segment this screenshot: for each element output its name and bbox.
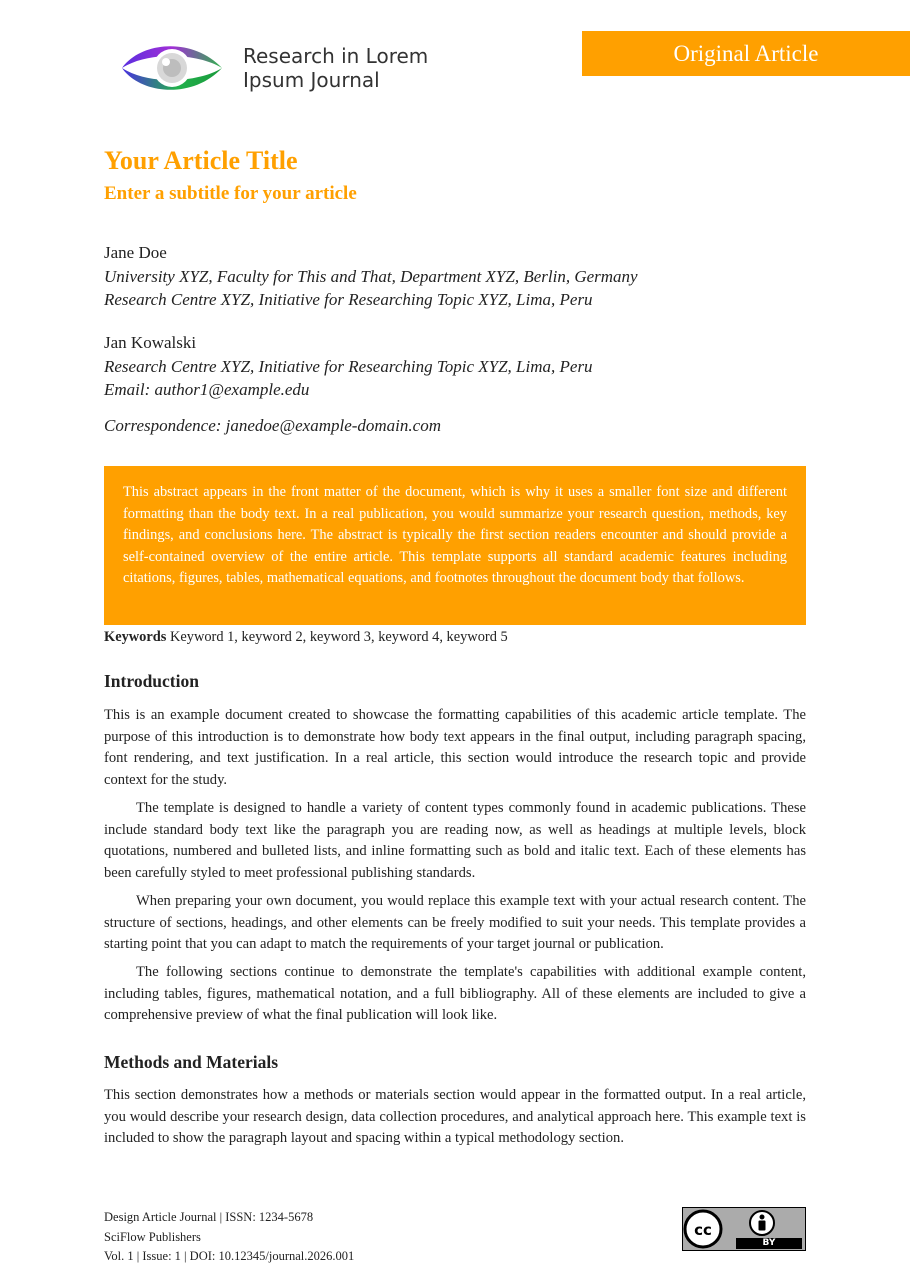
author-name: Jane Doe xyxy=(104,243,167,262)
page-footer xyxy=(104,1208,354,1267)
body-paragraph: When preparing your own document, you would replace this example text with your actual research content. The structure of sections, headings, and other elements can be freely modified to suit your needs. This template provides a starting point that you can adapt to match the requirements of your target journal or publication. xyxy=(104,893,806,953)
section-heading-introduction: Introduction xyxy=(104,671,199,691)
journal-name-line1: Research in Lorem xyxy=(243,44,429,68)
article-subtitle: Enter a subtitle for your article xyxy=(104,183,357,204)
section-heading-methods: Methods and Materials xyxy=(104,1052,279,1072)
article-title: Your Article Title xyxy=(104,146,298,175)
journal-name xyxy=(243,44,428,92)
footer-journal-issn: Design Article Journal | ISSN: 1234-5678 xyxy=(104,1210,314,1224)
svg-text:cc: cc xyxy=(694,1221,712,1239)
journal-logo xyxy=(120,36,450,102)
correspondence: Correspondence: janedoe@example-domain.com xyxy=(104,416,441,435)
author-affiliation: University XYZ, Faculty for This and That, Department XYZ, Berlin, Germany xyxy=(104,266,638,286)
author-block-2 xyxy=(104,331,806,402)
author-block-1 xyxy=(104,241,806,312)
journal-name-line2: Ipsum Journal xyxy=(243,68,380,92)
article-type-badge: Original Article xyxy=(582,31,910,76)
license-by-label: BY xyxy=(736,1238,802,1249)
keywords xyxy=(104,627,806,647)
body-paragraph: This is an example document created to showcase the formatting capabilities of this academic article template. The purpose of this introduction is to demonstrate how body text appears in the final output, including paragraph spacing, font rendering, and text justification. In a real article, this section would introduce the research topic and provide context for the study. xyxy=(104,707,806,788)
footer-publisher: SciFlow Publishers xyxy=(104,1229,201,1244)
body-paragraph: The following sections continue to demonstrate the template's capabilities with additional example content, including tables, figures, mathematical notation, and a full bibliography. All of these elements are included to give a comprehensive preview of what the final publication will look like. xyxy=(104,964,806,1024)
author-affiliation: Research Centre XYZ, Initiative for Researching Topic XYZ, Lima, Peru xyxy=(104,290,593,309)
keywords-label: Keywords xyxy=(104,629,167,645)
abstract-box: This abstract appears in the front matter of the document, which is why it uses a smaller font size and different formatting than the body text. In a real publication, you would summarize your research question, methods, key findings, and conclusions here. The abstract is typically the first section readers encounter and should provide a self-contained overview of the entire article. This template supports all standard academic features including citations, figures, tables, mathematical equations, and footnotes throughout the document body that follows. xyxy=(104,466,806,625)
author-email: Email: author1@example.edu xyxy=(104,380,310,399)
footer-volume-doi: Vol. 1 | Issue: 1 | DOI: 10.12345/journal.2026.001 xyxy=(104,1249,355,1263)
eye-logo-icon xyxy=(120,36,224,100)
cc-by-license-icon xyxy=(682,1207,806,1251)
author-affiliation: Research Centre XYZ, Initiative for Researching Topic XYZ, Lima, Peru xyxy=(104,356,593,376)
author-name: Jan Kowalski xyxy=(104,333,197,352)
body-paragraph: The template is designed to handle a variety of content types commonly found in academic publications. These include standard body text like the paragraph you are reading now, as well as headings at multiple levels, block quotations, numbered and bulleted lists, and inline formatting such as bold and italic text. Each of these elements has been carefully styled to meet professional publishing standards. xyxy=(104,800,806,881)
keywords-list: Keyword 1, keyword 2, keyword 3, keyword 4, keyword 5 xyxy=(169,629,508,645)
body-paragraph: This section demonstrates how a methods or materials section would appear in the formatted output. In a real article, you would describe your research design, data collection procedures, and analytical approach here. This example text is included to show the paragraph layout and spacing within a typical methodology section. xyxy=(104,1087,806,1147)
